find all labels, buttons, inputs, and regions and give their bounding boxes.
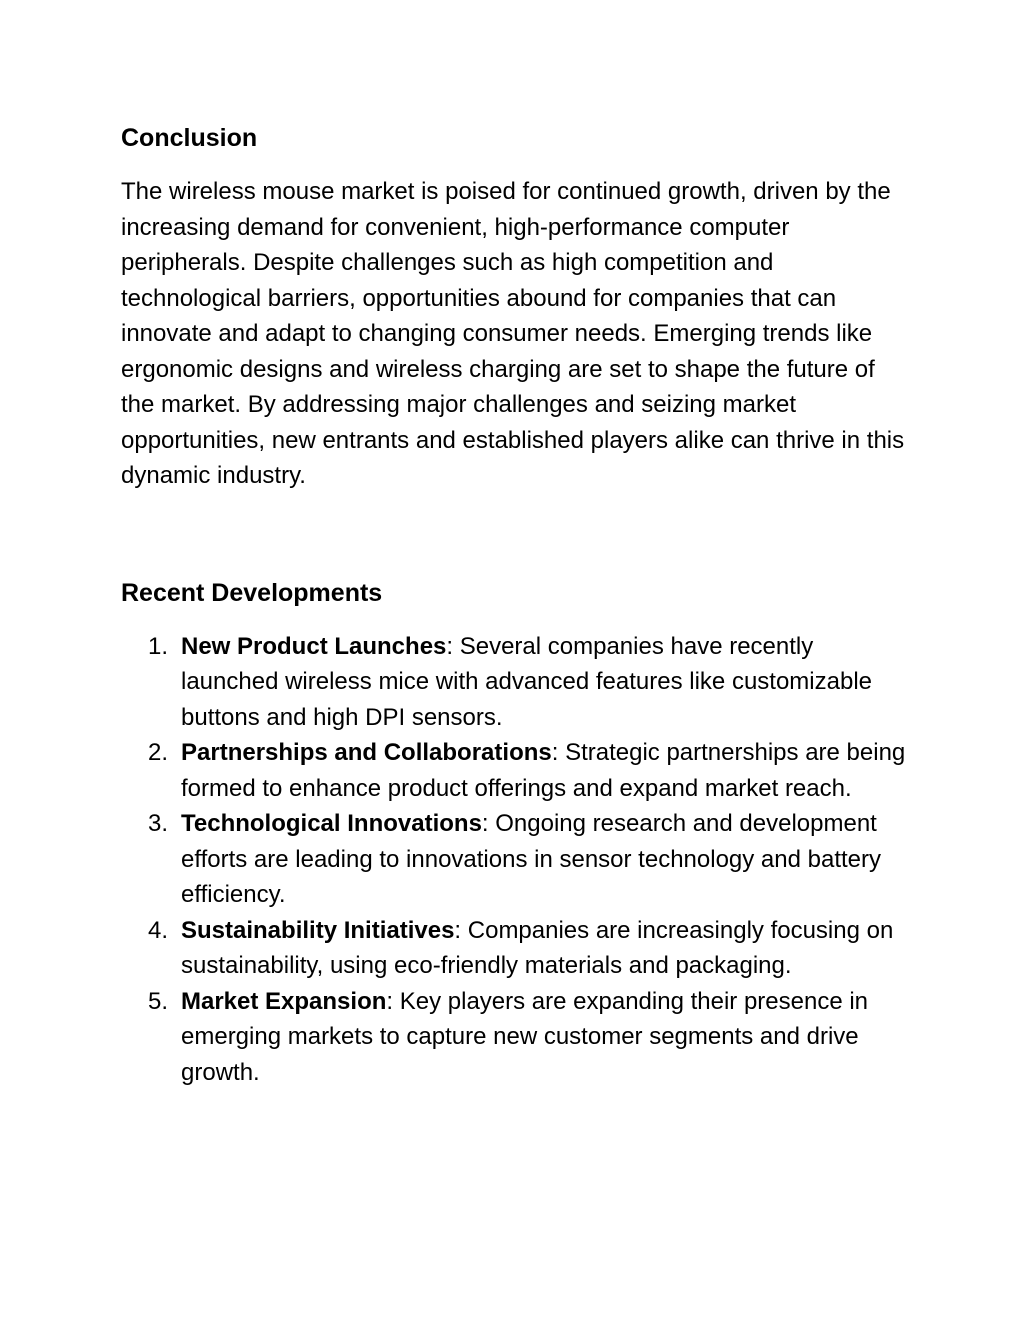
list-item-term: Technological Innovations xyxy=(181,810,482,837)
list-item-number: 2. xyxy=(148,739,169,766)
list-item-term: Market Expansion xyxy=(181,987,387,1015)
conclusion-heading: Conclusion xyxy=(121,124,258,152)
list-item-text: : Several companies have recently launched wireless mice with advanced features like customizable buttons and high DPI sensors. xyxy=(181,632,873,731)
list-item-number: 1. xyxy=(148,632,169,660)
list-item-term: Sustainability Initiatives xyxy=(181,916,455,944)
list-item-number: 5. xyxy=(148,987,169,1015)
conclusion-paragraph: The wireless mouse market is poised for continued growth, driven by the increasing demand for convenient, high-performance computer peripherals. Despite challenges such as high competition and technological barriers, opportunities abound for companies that can innovate and adapt to changing consumer needs. Emerging trends like ergonomic designs and wireless charging are set to shape the future of the market. By addressing major challenges and seizing market opportunities, new entrants and established players alike can thrive in this dynamic industry. xyxy=(121,178,905,489)
list-item-number: 3. xyxy=(148,810,169,837)
recent-developments-heading: Recent Developments xyxy=(121,578,383,607)
list-item xyxy=(121,913,911,984)
document-page xyxy=(121,118,911,1090)
list-item xyxy=(121,806,911,913)
list-item xyxy=(121,735,911,806)
list-item-text: : Strategic partnerships are being formed to enhance product offerings and expand market reach. xyxy=(181,739,906,802)
list-item-text: : Key players are expanding their presence in emerging markets to capture new customer segments and drive growth. xyxy=(181,987,869,1086)
list-item-term: Partnerships and Collaborations xyxy=(181,739,552,766)
list-item-term: New Product Launches xyxy=(181,632,447,660)
recent-developments-list xyxy=(121,629,911,1091)
list-item-text: : Companies are increasingly focusing on sustainability, using eco-friendly materials and packaging. xyxy=(181,916,894,979)
list-item xyxy=(121,629,911,736)
list-item-number: 4. xyxy=(148,916,169,944)
list-item-text: : Ongoing research and development efforts are leading to innovations in sensor technology and battery efficiency. xyxy=(181,810,882,908)
list-item xyxy=(121,984,911,1091)
